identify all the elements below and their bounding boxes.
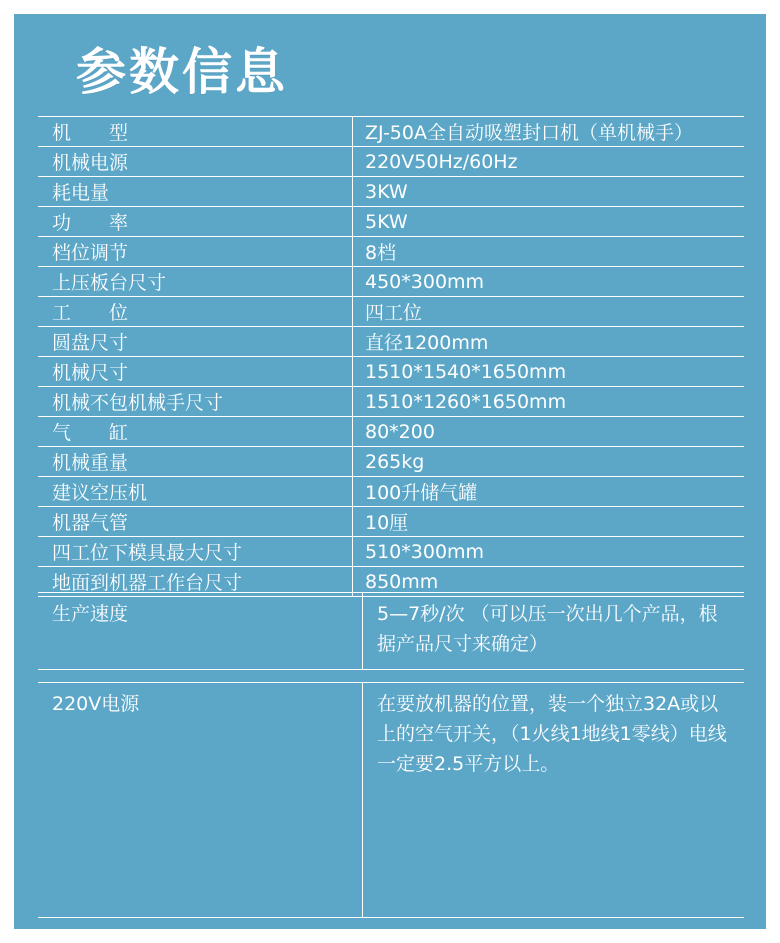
spec-label: 四工位下模具最大尺寸: [38, 537, 353, 567]
spec-value: ZJ-50A全自动吸塑封口机（单机械手）: [353, 117, 745, 147]
spec-value: 10厘: [353, 507, 745, 537]
spec-label: 功 率: [38, 207, 353, 237]
speed-value: 5—7秒/次 （可以压一次出几个产品，根据产品尺寸来确定）: [363, 593, 745, 670]
table-row: [38, 477, 744, 507]
spec-label: 地面到机器工作台尺寸: [38, 567, 353, 597]
speed-label: 生产速度: [38, 593, 363, 670]
spec-label: 机械重量: [38, 447, 353, 477]
spec-value: 5KW: [353, 207, 745, 237]
spec-value: 3KW: [353, 177, 745, 207]
spec-value: 100升储气罐: [353, 477, 745, 507]
spec-panel: [14, 14, 766, 929]
spec-value: 220V50Hz/60Hz: [353, 147, 745, 177]
power-value: 在要放机器的位置，装一个独立32A或以上的空气开关，（1火线1地线1零线）电线一定要2.5平方以上。: [363, 683, 745, 918]
table-row: [38, 117, 744, 147]
spec-label: 气 缸: [38, 417, 353, 447]
table-row: [38, 267, 744, 297]
spec-label: 机器气管: [38, 507, 353, 537]
power-label: 220V电源: [38, 683, 363, 918]
spec-label: 机械不包机械手尺寸: [38, 387, 353, 417]
table-row: [38, 683, 744, 918]
table-row: [38, 387, 744, 417]
spec-value: 80*200: [353, 417, 745, 447]
spec-label: 耗电量: [38, 177, 353, 207]
specifications-table: [38, 116, 744, 597]
table-row: [38, 177, 744, 207]
spec-value: 450*300mm: [353, 267, 745, 297]
spec-value: 1510*1260*1650mm: [353, 387, 745, 417]
spec-label: 圆盘尺寸: [38, 327, 353, 357]
spec-label: 机械尺寸: [38, 357, 353, 387]
table-row: [38, 297, 744, 327]
spec-label: 工 位: [38, 297, 353, 327]
spec-value: 510*300mm: [353, 537, 745, 567]
table-row: [38, 417, 744, 447]
spec-value: 8档: [353, 237, 745, 267]
power-requirement-table: [38, 682, 744, 918]
table-row: [38, 357, 744, 387]
spec-value: 四工位: [353, 297, 745, 327]
spec-label: 上压板台尺寸: [38, 267, 353, 297]
spec-label: 建议空压机: [38, 477, 353, 507]
table-row: [38, 207, 744, 237]
production-speed-table: [38, 592, 744, 670]
spec-label: 档位调节: [38, 237, 353, 267]
table-row: [38, 447, 744, 477]
spec-value: 265kg: [353, 447, 745, 477]
table-row: [38, 507, 744, 537]
table-row: [38, 147, 744, 177]
page-title: 参数信息: [76, 43, 288, 101]
spec-value: 直径1200mm: [353, 327, 745, 357]
spec-label: 机械电源: [38, 147, 353, 177]
spec-value: 1510*1540*1650mm: [353, 357, 745, 387]
spec-label: 机 型: [38, 117, 353, 147]
table-row: [38, 237, 744, 267]
table-row: [38, 327, 744, 357]
table-row: [38, 593, 744, 670]
table-row: [38, 537, 744, 567]
spec-value: 850mm: [353, 567, 745, 597]
